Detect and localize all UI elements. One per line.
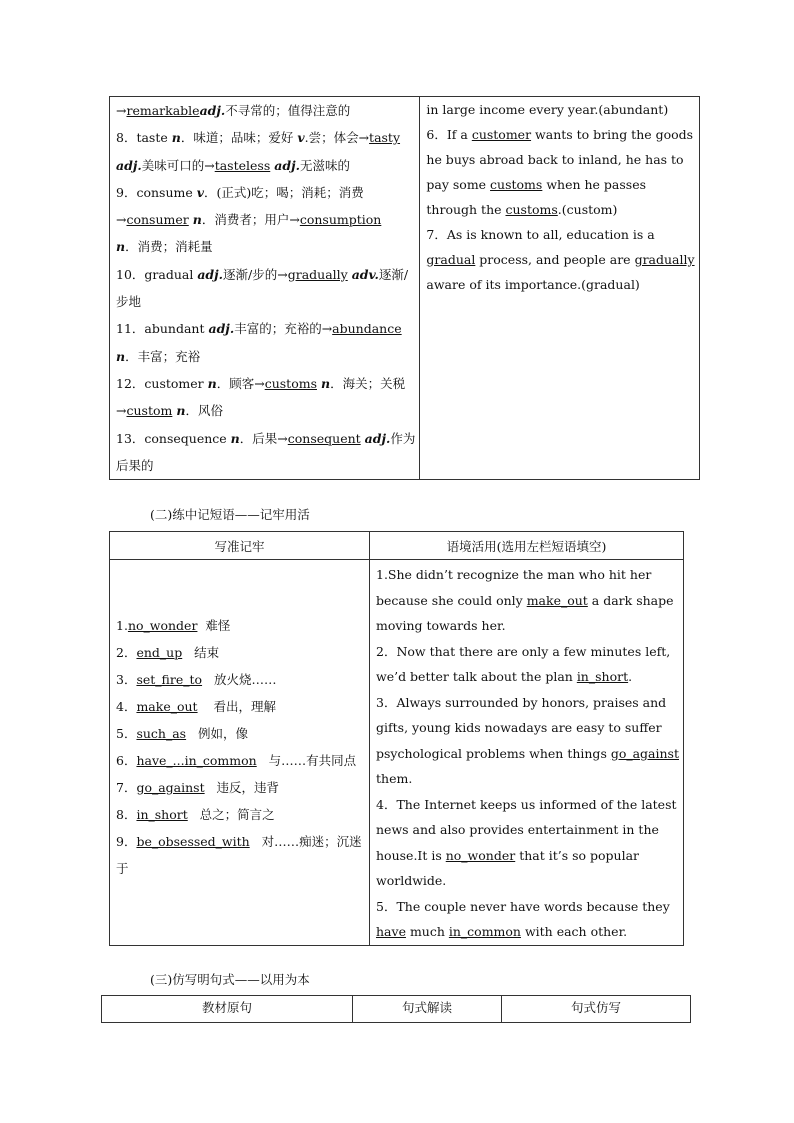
vocab-line: n．消费；消耗量 [116, 239, 213, 255]
example-line: gradual process, and people are gradually [426, 252, 695, 267]
example-line: he buys abroad back to inland, he has to [426, 152, 684, 167]
vocab-line: 10．gradual adj.逐渐/步的→gradually adv.逐渐/ [116, 266, 409, 282]
vocab-line: →custom n．风俗 [116, 403, 223, 419]
sentence-header-original: 教材原句 [102, 996, 353, 1023]
context-line: news and also provides entertainment in the [376, 822, 659, 837]
context-line: because she could only make_out a dark shape [376, 592, 674, 608]
phrase-item: 4．make_out 看出，理解 [116, 699, 276, 714]
example-line: aware of its importance.(gradual) [426, 277, 640, 292]
context-line: house.It is no_wonder that it’s so popular [376, 847, 640, 863]
context-line: 5．The couple never have words because they [376, 898, 670, 914]
vocab-right-cell [420, 97, 699, 480]
vocab-line: 11．abundant adj.丰富的；充裕的→abundance [116, 321, 402, 337]
context-line: them. [376, 771, 413, 786]
section-3-title: (三)仿写明句式——以用为本 [150, 972, 310, 987]
phrase-item: 2．end_up 结束 [116, 645, 220, 660]
vocab-line: n．丰富；充裕 [116, 348, 201, 364]
context-line: 2．Now that there are only a few minutes left, [376, 643, 671, 659]
phrase-item: 1.no_wonder 难怪 [116, 618, 231, 633]
phrase-item: 9．be_obsessed_with 对……痴迷；沉迷 [116, 834, 362, 849]
phrase-context-cell [370, 560, 684, 946]
phrase-header-left: 写准记牢 [110, 532, 370, 560]
vocab-left-cell [110, 97, 420, 480]
sentence-table [101, 995, 691, 1023]
vocab-line: adj.美味可口的→tasteless adj.无滋味的 [116, 157, 350, 173]
vocab-line: →remarkableadj.不寻常的；值得注意的 [116, 103, 351, 118]
phrase-item-cont: 于 [116, 861, 129, 876]
phrase-list-cell [110, 560, 370, 946]
vocab-line: →consumer n．消费者；用户→consumption [116, 212, 382, 228]
context-line: worldwide. [376, 873, 447, 888]
vocab-word: remarkable [126, 103, 200, 118]
context-line: have much in_common with each other. [376, 924, 628, 939]
sentence-header-analysis: 句式解读 [353, 996, 502, 1023]
vocab-line: 后果的 [116, 457, 154, 473]
sentence-header-imitation: 句式仿写 [502, 996, 691, 1023]
example-line: pay some customs when he passes [426, 177, 647, 192]
vocab-line: 步地 [116, 294, 142, 310]
context-line: 4．The Internet keeps us informed of the latest [376, 796, 677, 812]
vocab-line: 12．customer n．顾客→customs n．海关；关税 [116, 375, 406, 391]
example-line: 7．As is known to all, education is a [426, 227, 655, 242]
section-2-title: (二)练中记短语——记牢用活 [150, 507, 310, 522]
phrase-item: 6．have_...in_common 与……有共同点 [116, 753, 357, 768]
context-line: psychological problems when things go_against [376, 745, 679, 761]
phrase-header-right: 语境活用(选用左栏短语填空) [370, 532, 684, 560]
vocab-line: 9．consume v．(正式)吃；喝；消耗；消费 [116, 184, 364, 200]
example-line: 6．If a customer wants to bring the goods [426, 127, 694, 142]
phrase-table [109, 531, 684, 946]
context-line: gifts, young kids nowadays are easy to suffer [376, 720, 662, 735]
context-line: 3．Always surrounded by honors, praises and [376, 694, 667, 710]
phrase-item: 3．set_fire_to 放火烧…… [116, 672, 277, 687]
context-line: moving towards her. [376, 618, 506, 633]
phrase-item: 5．such_as 例如，像 [116, 726, 249, 741]
context-line: 1.She didn’t recognize the man who hit her [376, 567, 652, 582]
vocab-table [109, 96, 700, 480]
example-line: in large income every year.(abundant) [426, 102, 669, 117]
phrase-item: 7．go_against 违反，违背 [116, 780, 280, 795]
phrase-item: 8．in_short 总之；简言之 [116, 807, 275, 822]
context-line: we’d better talk about the plan in_short. [376, 669, 633, 684]
vocab-line: 8．taste n．味道；品味；爱好 v.尝；体会→tasty [116, 130, 401, 146]
vocab-line: 13．consequence n．后果→consequent adj.作为 [116, 430, 416, 446]
example-line: through the customs.(custom) [426, 202, 618, 217]
